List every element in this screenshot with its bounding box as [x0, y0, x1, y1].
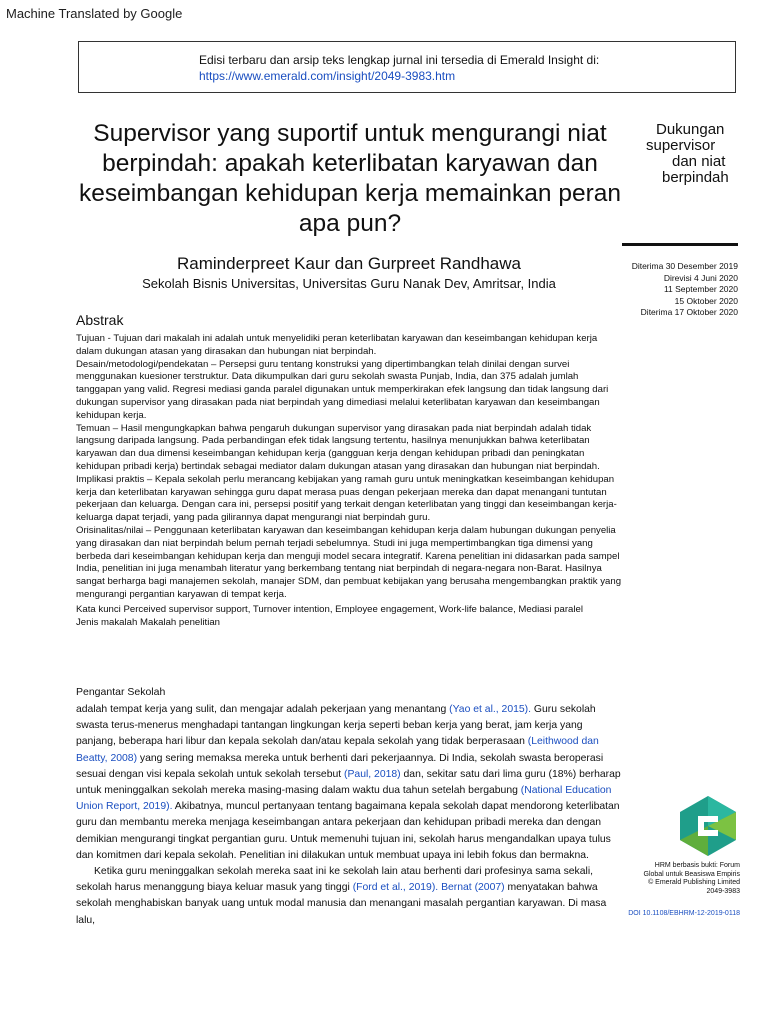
journal-info-line: 2049-3983 [706, 887, 740, 895]
abstract-body [76, 333, 624, 602]
affiliation: Sekolah Bisnis Universitas, Universitas Guru Nanak Dev, Amritsar, India [142, 276, 556, 291]
abstract-purpose: Tujuan - Tujuan dari makalah ini adalah untuk menyelidiki peran keterlibatan karyawan dan keseimbangan kehidupan kerja dalam dukungan atasan yang dirasakan dan hubungan niat berpindah. [76, 333, 598, 357]
citation-link[interactable]: (Ford et al., 2019). [352, 882, 439, 894]
citation-link[interactable]: (Paul, 2018) [344, 768, 401, 780]
date-line: Direvisi 4 Juni 2020 [663, 272, 738, 283]
doi-link[interactable]: DOI 10.1108/EBHRM-12-2019-0118 [628, 910, 740, 917]
machine-translation-banner: Machine Translated by Google [6, 6, 183, 21]
paragraph: Ketika guru meninggalkan sekolah mereka saat ini ke sekolah lain atau berhenti dari profesinya sama sekali, sekolah harus menanggung biaya keluar masuk yang tinggi (Ford et al., 2019). Bernat (2007) menyatakan bahwa sekolah menghabiskan banyak uang untuk modal manusia dan menangani masalah pergantian karyawan. Di masa lalu, [76, 866, 607, 926]
journal-info-line: Global untuk Beasiswa Empiris [643, 870, 740, 878]
abstract-implications: Implikasi praktis – Kepala sekolah perlu merancang kebijakan yang ramah guru untuk meningkatkan keseimbangan kehidupan kerja dan keterlibatan karyawan sehingga guru dapat merasa puas dengan pekerjaan mereka dan dapat menangani tuntutan pekerjaan dan keluarga. Dengan cara ini, persepsi positif yang terkait dengan keterlibatan yang tinggi dan keseimbangan kerja-keluarga dapat terjadi, yang pada gilirannya dapat mengurangi niat berpindah guru. [76, 473, 617, 524]
abstract-heading: Abstrak [76, 312, 124, 328]
citation-link[interactable]: (Leithwood dan Beatty, 2008) [76, 736, 599, 764]
journal-info-line: © Emerald Publishing Limited [648, 879, 740, 887]
citation-link[interactable]: (National Education Union Report, 2019). [76, 785, 612, 813]
journal-logo-icon [676, 794, 740, 858]
introduction-body [76, 702, 622, 929]
date-line: Diterima 30 Desember 2019 [631, 261, 738, 271]
running-topic-line: Dukungan [656, 121, 725, 138]
running-topic-line: dan niat [672, 153, 726, 170]
date-line: 15 Oktober 2020 [674, 295, 738, 306]
date-line: 11 September 2020 [663, 284, 738, 294]
journal-info-line: HRM berbasis bukti: Forum [654, 862, 740, 869]
introduction-heading: Pengantar Sekolah [76, 686, 166, 698]
citation-link[interactable]: Bernat (2007) [441, 882, 505, 894]
keywords: Kata kunci Perceived supervisor support, Turnover intention, Employee engagement, Work-life balance, Mediasi paralel [76, 604, 583, 615]
paper-type: Jenis makalah Makalah penelitian [76, 616, 220, 628]
keywords-block [76, 604, 624, 630]
citation-link[interactable]: (Yao et al., 2015). [449, 704, 531, 715]
date-line: Diterima 17 Oktober 2020 [640, 307, 738, 317]
abstract-findings: Temuan – Hasil mengungkapkan bahwa pengaruh dukungan supervisor yang dirasakan pada niat berpindah adalah tidak langsung daripada langsung. Pada perbandingan efek tidak langsung tertentu, hasilnya menunjukkan bahwa keterlibatan karyawan dan dua dimensi keseimbangan kehidupan kerja (gangguan kerja dengan kehidupan pribadi dan peningkatan kehidupan pribadi kerja) bertindak sebagai mediator dalam dukungan atasan yang dirasakan dan hubungan niat berpindah. [76, 422, 600, 472]
authors: Raminderpreet Kaur dan Gurpreet Randhawa [177, 254, 521, 273]
running-topic-line: berpindah [662, 169, 729, 186]
submission-dates [610, 261, 738, 319]
abstract-originality: Orisinalitas/nilai – Penggunaan keterlibatan karyawan dan keseimbangan kehidupan kerja dalam hubungan dukungan penyelia yang dirasakan dan niat berpindah belum pernah terjadi sebelumnya. Studi ini juga mempertimbangkan tiga dimensi yang berbeda dari keseimbangan kehidupan kerja dan menguji model secara integratif. Karena penelitian ini didasarkan pada sampel India, penelitian ini juga menambah literatur yang berkembang tentang niat berpindah di negara-negara non-Barat. Hasilnya sangat berharga bagi manajemen sekolah, manajer SDM, dan pembuat kebijakan yang berusaha mengembangkan praktik yang mengurangi pergantian karyawan di tempat kerja. [76, 524, 622, 600]
paragraph: adalah tempat kerja yang sulit, dan mengajar adalah pekerjaan yang menantang (Yao et al., 2015). Guru sekolah swasta terus-menerus menghadapi tantangan lingkungan kerja seperti beban kerja yang berat, jam kerja yang panjang, beberapa hari libur dan kepala sekolah dan/atau kepala sekolah yang tidak berperasaan (Leithwood dan Beatty, 2008) yang sering memaksa mereka untuk berhenti dari pekerjaannya. Di India, sekolah swasta beroperasi sesuai dengan visi kepala sekolah untuk sekolah tersebut (Paul, 2018) dan, sekitar satu dari lima guru (18%) berharap untuk meninggalkan sekolah mereka masing-masing dalam waktu dua tahun setelah bergabung (National Education Union Report, 2019). Akibatnya, muncul pertanyaan tentang bagaimana kepala sekolah dapat mendorong keterlibatan guru dan membantu mereka menjaga keseimbangan antara pekerjaan dan kehidupan pribadi mereka dan dengan demikian mengurangi tingkat pergantian guru. Untuk memenuhi tujuan ini, sekolah harus mengandalkan upaya tulus dan komitmen dari kepala sekolah. Penelitian ini dilakukan untuk membuat upaya ini lebih fokus dan bermakna. [76, 704, 621, 861]
journal-info [610, 862, 740, 896]
side-divider [622, 243, 738, 246]
availability-notice-box [78, 41, 736, 93]
paper-title: Supervisor yang suportif untuk mengurangi niat berpindah: apakah keterlibatan karyawan dan keseimbangan kehidupan kerja memainkan peran apa pun? [78, 120, 622, 237]
abstract-design: Desain/metodologi/pendekatan – Persepsi guru tentang konstruksi yang dipertimbangkan telah dinilai dengan survei menggunakan kuesioner terstruktur. Data dikumpulkan dari guru sekolah swasta Punjab, India, dan 375 adalah jumlah tanggapan yang valid. Regresi mediasi ganda paralel digunakan untuk memperkirakan efek langsung dan tidak langsung dari dukungan supervisor yang dirasakan pada niat berpindah yang dimediasi melalui keterlibatan karyawan dan keseimbangan kehidupan kerja. [76, 358, 609, 421]
running-topic [640, 122, 740, 186]
notice-text: Edisi terbaru dan arsip teks lengkap jurnal ini tersedia di Emerald Insight di: [199, 53, 600, 67]
journal-url-link[interactable]: https://www.emerald.com/insight/2049-3983.htm [199, 69, 456, 83]
running-topic-line: supervisor [646, 137, 716, 154]
